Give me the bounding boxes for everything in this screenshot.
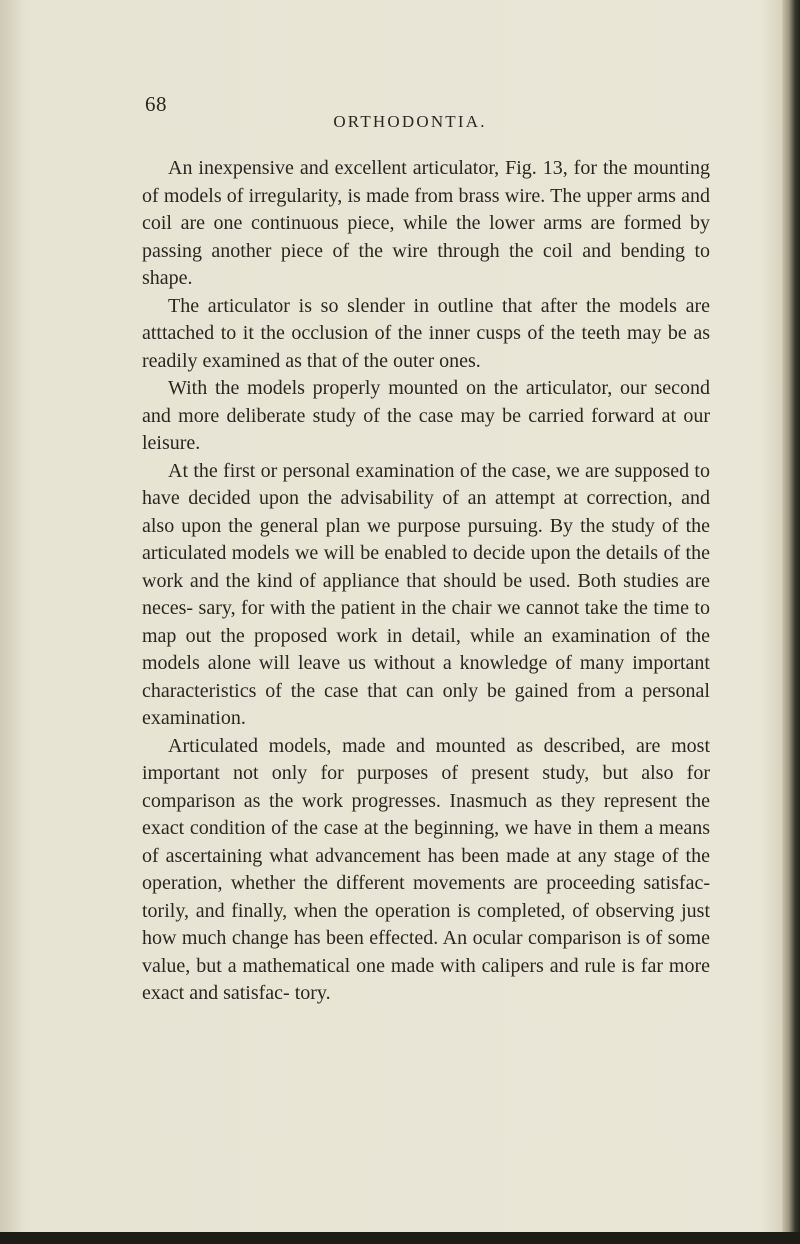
body-text (142, 155, 710, 1008)
page-edge-shadow (782, 0, 800, 1244)
running-head: ORTHODONTIA. (333, 112, 487, 131)
paragraph: The articulator is so slender in outline that after the models are atttached to it the occlusion of the inner cusps of the teeth may be as readily examined as that of the outer ones. (142, 294, 710, 372)
paragraph: Articulated models, made and mounted as described, are most important not only for purposes of present study, but also for comparison as the work progresses. Inasmuch as they represent the exact condition of the case at the beginning, we have in them a means of ascertaining what advancement has been made at any stage of the operation, whether the different movements are proceeding satisfac- torily, and finally, when the operation is completed, of observing just how much change has been effected. An ocular comparison is of some value, but a mathematical one made with calipers and rule is far more exact and satisfac- tory. (142, 734, 710, 1004)
bottom-edge (0, 1232, 800, 1244)
paragraph: At the first or personal examination of the case, we are supposed to have decided upon the advisability of an attempt at correction, and also upon the general plan we purpose pursuing. By the study of the articulated models we will be enabled to decide upon the details of the work and the kind of appliance that should be used. Both studies are neces- sary, for with the patient in the chair we cannot take the time to map out the proposed work in detail, while an examination of the models alone will leave us without a knowledge of many important characteristics of the case that can only be gained from a personal examination. (142, 459, 710, 729)
page-gutter-shadow (0, 0, 22, 1244)
paragraph: An inexpensive and excellent articulator, Fig. 13, for the mounting of models of irregularity, is made from brass wire. The upper arms and coil are one continuous piece, while the lower arms are formed by passing another piece of the wire through the coil and bending to shape. (142, 157, 710, 289)
page-number: 68 (145, 92, 167, 116)
paragraph: With the models properly mounted on the articulator, our second and more deliberate study of the case may be carried forward at our leisure. (142, 377, 710, 454)
